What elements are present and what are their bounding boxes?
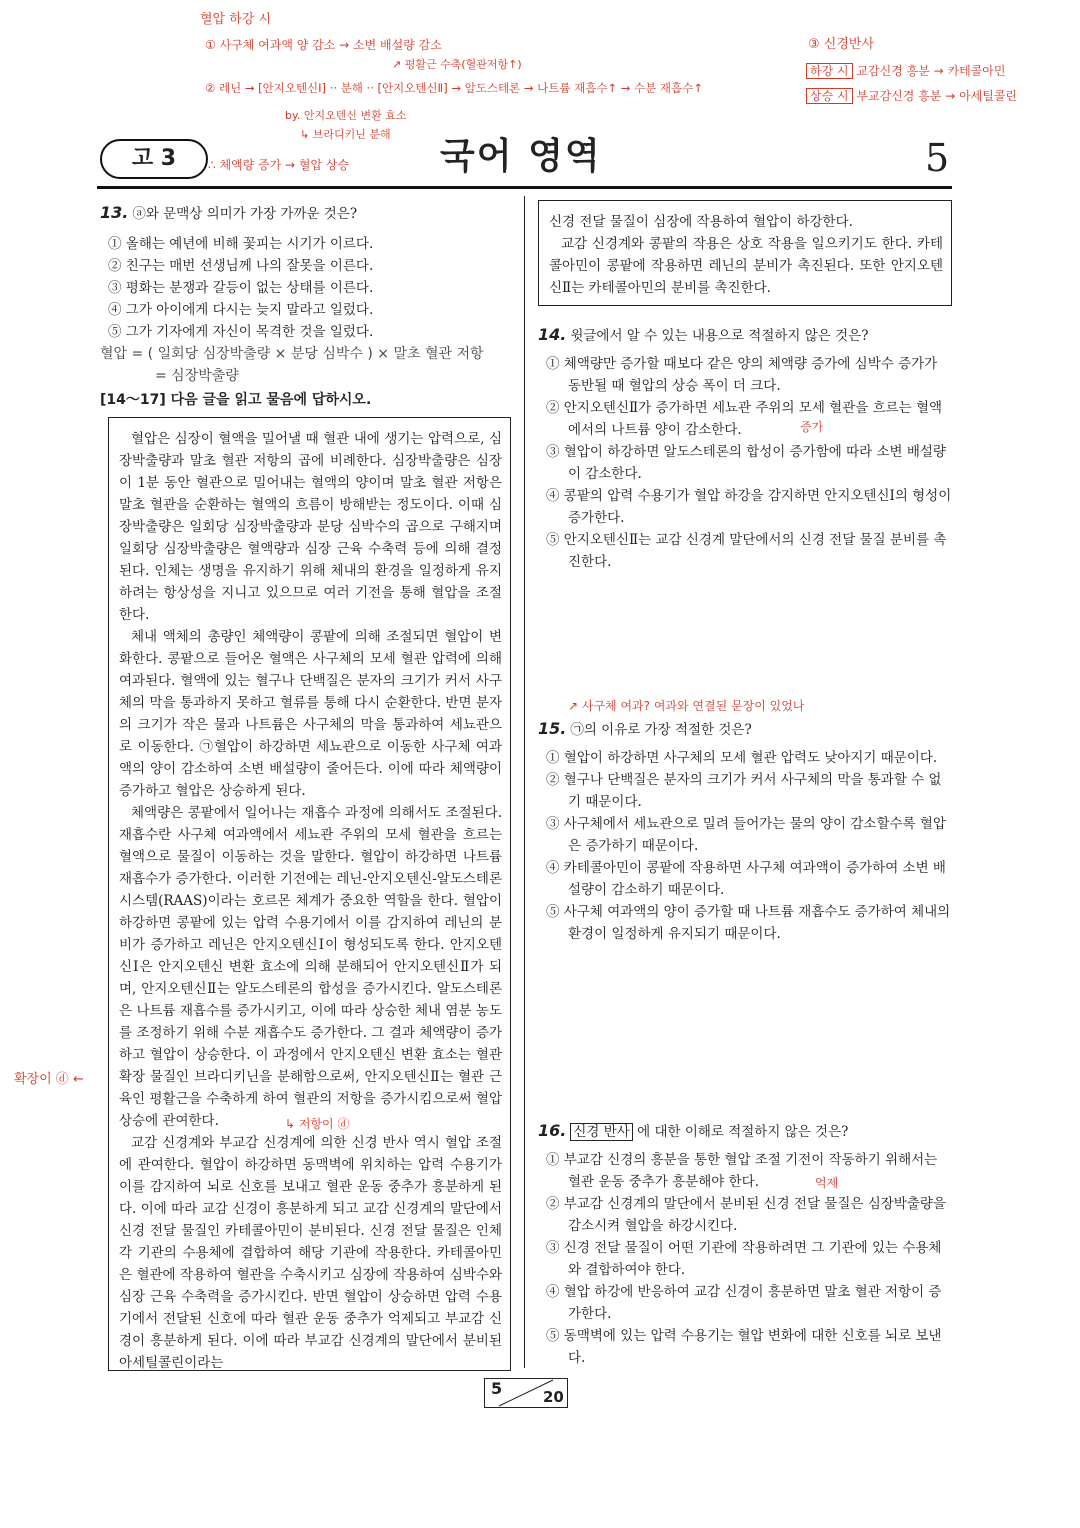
question-number: 13. [100, 203, 129, 222]
q13 [100, 202, 510, 225]
option[interactable]: ③ 신경 전달 물질이 어떤 기관에 작용하려면 그 기관에 있는 수용체와 결합하여야 한다. [546, 1240, 942, 1278]
annotation-box: 하강 시 [806, 63, 853, 79]
page-title: 국어 영역 [440, 136, 602, 177]
annotation-arrow-note: ↗ 평활근 수축(혈관저항↑) [392, 58, 522, 71]
left-column [100, 202, 510, 1371]
question-stem: ㉠의 이유로 가장 적절한 것은? [570, 722, 752, 738]
annotation-line2: ② 레닌 → [안지오텐신Ⅰ] ·· 분해 ·· [안지오텐신Ⅱ] → 알도스테론 → 나트륨 재흡수↑ → 수분 재흡수↑ [205, 81, 703, 95]
footer-page: 5 [491, 1379, 503, 1398]
annotation-q14-correction: 증가 [800, 420, 824, 434]
passage-paragraph: 교감 신경계와 콩팥의 작용은 상호 작용을 일으키기도 한다. 카테콜아민이 콩팥에 작용하면 레닌의 분비가 촉진된다. 또한 안지오텐신Ⅱ는 카테콜아민의 분비를 촉진한다. [549, 236, 943, 296]
annotation-margin: 확장이 ⓓ ← [14, 1072, 84, 1087]
option[interactable]: ① 부교감 신경의 흥분을 통한 혈압 조절 기전이 작동하기 위해서는 혈관 운동 중추가 흥분해야 한다. [546, 1152, 938, 1190]
q14-options [538, 353, 952, 573]
option[interactable]: ③ 혈압이 하강하면 알도스테론의 합성이 증가함에 따라 소변 배설량이 감소한다. [546, 444, 946, 482]
annotation-line1: ① 사구체 여과액 양 감소 → 소변 배설량 감소 [205, 38, 442, 52]
passage-paragraph: 체액량은 콩팥에서 일어나는 재흡수 과정에 의해서도 조절된다. 재흡수란 사구체 여과액에서 세뇨관 주위의 모세 혈관을 흐르는 혈액으로 물질이 이동하는 것을 말한다. 혈압이 하강하면 나트륨 재흡수가 증가한다. 이러한 기전에는 레닌-안지오텐신-알도스테론 시스템(RAAS)이라는 호르몬 체계가 중요한 역할을 한다. 혈압이 하강하면 콩팥에 있는 압력 수용기에서 이를 감지하여 레닌의 분비가 증가하고 레닌은 안지오텐신Ⅰ이 형성되도록 한다. 안지오텐신Ⅰ은 안지오텐신 변환 효소에 의해 분해되어 안지오텐신Ⅱ가 되며, 안지오텐신Ⅱ는 알도스테론의 합성을 증가시킨다. 알도스테론은 나트륨 재흡수를 증가시키고, 이에 따라 상승한 체내 염분 농도를 조정하기 위해 수분 재흡수도 증가한다. 그 결과 체액량이 증가하고 혈압이 상승한다. 이 과정에서 안지오텐신 변환 효소는 혈관 확장 물질인 브라디키닌을 분해함으로써, 안지오텐신Ⅱ는 혈관 근육인 평활근을 수축하게 하여 혈관의 저항을 증가시킴으로써 혈압 상승에 관여한다. [119, 805, 502, 1129]
annotation-box: 상승 시 [806, 88, 853, 104]
page-number: 5 [925, 136, 950, 180]
question-stem: 에 대한 이해로 적절하지 않은 것은? [637, 1124, 849, 1140]
annotation-right-line2 [806, 87, 1017, 104]
grade-badge: 고 3 [100, 139, 208, 179]
option[interactable]: ① 혈압이 하강하면 사구체의 모세 혈관 압력도 낮아지기 때문이다. [546, 750, 938, 766]
option[interactable]: ② 안지오텐신Ⅱ가 증가하면 세뇨관 주위의 모세 혈관을 흐르는 혈액에서의 나트륨 양이 감소한다. [546, 400, 943, 438]
column-divider [524, 196, 525, 1368]
q15-block [538, 718, 952, 945]
footer-total: 20 [543, 1388, 564, 1406]
q16-options [538, 1149, 952, 1369]
passage-continuation [538, 200, 952, 306]
option[interactable]: ② 친구는 매번 선생님께 나의 잘못을 이른다. [108, 258, 374, 274]
reading-passage [108, 417, 511, 1371]
q16 [538, 1120, 952, 1143]
passage-paragraph: 신경 전달 물질이 심장에 작용하여 혈압이 하강한다. [549, 214, 853, 230]
option[interactable]: ② 부교감 신경계의 말단에서 분비된 신경 전달 물질은 심장박출량을 감소시켜 혈압을 하강시킨다. [546, 1196, 946, 1234]
passage-paragraph: 체내 액체의 총량인 체액량이 콩팥에 의해 조절되면 혈압이 변화한다. 콩팥으로 들어온 혈액은 사구체의 모세 혈관 압력에 의해 여과된다. 혈액에 있는 혈구나 단백질은 분자의 크기가 커서 사구체의 막을 통과하지 못하고 혈류를 통해 다시 순환한다. 반면 분자의 크기가 작은 물과 나트륨은 사구체의 막을 통과하여 세뇨관으로 이동한다. ㉠혈압이 하강하면 세뇨관으로 이동한 사구체 여과액의 양이 감소하여 소변 배설량이 줄어든다. 이에 따라 체액량이 증가하고 혈압은 상승하게 된다. [119, 629, 502, 799]
question-number: 16. [538, 1121, 567, 1140]
q16-block [538, 1120, 952, 1369]
right-column [538, 200, 952, 573]
annotation-text: 교감신경 흥분 → 카테콜아민 [856, 64, 1006, 78]
option[interactable]: ④ 그가 아이에게 다시는 늦지 말라고 일렀다. [108, 302, 374, 318]
formula-line2: = 심장박출량 [155, 368, 239, 384]
page-counter [484, 1378, 568, 1408]
option[interactable]: ③ 사구체에서 세뇨관으로 밀려 들어가는 물의 양이 감소할수록 혈압은 증가하기 때문이다. [546, 816, 946, 854]
option[interactable]: ① 올해는 예년에 비해 꽃피는 시기가 이르다. [108, 236, 374, 252]
q15-options [538, 747, 952, 945]
question-boxed-term: 신경 반사 [570, 1123, 632, 1141]
option[interactable]: ④ 혈압 하강에 반응하여 교감 신경이 흥분하면 말초 혈관 저항이 증가한다. [546, 1284, 942, 1322]
header-divider [97, 186, 952, 189]
annotation-q16-correction: 억제 [815, 1176, 839, 1190]
option[interactable]: ③ 평화는 분쟁과 갈등이 없는 상태를 이른다. [108, 280, 374, 296]
q15 [538, 718, 952, 741]
annotation-right-title: ③ 신경반사 [808, 37, 875, 52]
annotation-line3: by. 안지오텐신 변환 효소 [285, 109, 407, 122]
option[interactable]: ⑤ 안지오텐신Ⅱ는 교감 신경계 말단에서의 신경 전달 물질 분비를 촉진한다. [546, 532, 947, 570]
option[interactable]: ① 체액량만 증가할 때보다 같은 양의 체액량 증가에 심박수 증가가 동반될 때 혈압의 상승 폭이 더 크다. [546, 356, 938, 394]
option[interactable]: ⑤ 사구체 여과액의 양이 증가할 때 나트륨 재흡수도 증가하여 체내의 환경이 일정하게 유지되기 때문이다. [546, 904, 951, 942]
option[interactable]: ④ 콩팥의 압력 수용기가 혈압 하강을 감지하면 안지오텐신Ⅰ의 형성이 증가한다. [546, 488, 952, 526]
section-title: [14～17] 다음 글을 읽고 물음에 답하시오. [100, 392, 372, 408]
option[interactable]: ④ 카테콜아민이 콩팥에 작용하면 사구체 여과액이 증가하여 소변 배설량이 감소하기 때문이다. [546, 860, 946, 898]
passage-paragraph: 교감 신경계와 부교감 신경계에 의한 신경 반사 역시 혈압 조절에 관여한다. 혈압이 하강하면 동맥벽에 위치하는 압력 수용기가 이를 감지하여 뇌로 신호를 보내고 혈관 운동 중추가 흥분하게 된다. 이에 따라 교감 신경이 흥분하게 되고 교감 신경계의 말단에서 신경 전달 물질인 카테콜아민이 분비된다. 신경 전달 물질은 인체 각 기관의 수용체에 결합하여 해당 기관에 작용한다. 카테콜아민은 혈관에 작용하여 혈관을 수축시키고 심장에 작용하여 심박수와 심장 근육 수축력을 증가시킨다. 반면 혈압이 상승하면 압력 수용기에서 전달된 신호에 따라 혈관 운동 중추가 억제되고 부교감 신경이 흥분하게 된다. 이에 따라 부교감 신경계의 말단에서 분비된 아세틸콜린이라는 [119, 1135, 502, 1371]
passage-paragraph: 혈압은 심장이 혈액을 밀어낼 때 혈관 내에 생기는 압력으로, 심장박출량과 말초 혈관 저항의 곱에 비례한다. 심장박출량은 심장이 1분 동안 혈관으로 밀어내는 혈액의 양이며 말초 혈관 저항은 말초 혈관을 순환하는 혈액의 흐름이 방해받는 정도이다. 이때 심장박출량은 일회당 심장박출량과 분당 심박수의 곱으로 구해지며 일회당 심장박출량은 혈액량과 심장 근육 수축력 등에 의해 결정된다. 인체는 생명을 유지하기 위해 체내의 환경을 일정하게 유지하려는 항상성을 지니고 있으므로 여러 기전을 통해 혈압을 조절한다. [119, 431, 502, 623]
question-number: 14. [538, 325, 567, 344]
question-number: 15. [538, 719, 567, 738]
option[interactable]: ⑤ 그가 기자에게 자신이 목격한 것을 일렀다. [108, 324, 374, 340]
question-stem: ⓐ와 문맥상 의미가 가장 가까운 것은? [132, 206, 358, 222]
question-stem: 윗글에서 알 수 있는 내용으로 적절하지 않은 것은? [570, 328, 869, 344]
option[interactable]: ② 혈구나 단백질은 분자의 크기가 커서 사구체의 막을 통과할 수 없기 때문이다. [546, 772, 942, 810]
annotation-right-line1 [806, 62, 1005, 79]
annotation-line4: ↳ 브라디키닌 분해 [300, 128, 391, 141]
annotation-under: ↳ 저항이 ⓓ [285, 1117, 350, 1131]
annotation-header-note: ∴ 체액량 증가 → 혈압 상승 [208, 158, 350, 172]
option[interactable]: ⑤ 동맥벽에 있는 압력 수용기는 혈압 변화에 대한 신호를 뇌로 보낸다. [546, 1328, 942, 1366]
annotation-title: 혈압 하강 시 [200, 12, 272, 27]
q14 [538, 324, 952, 347]
annotation-text: 부교감신경 흥분 → 아세틸콜린 [856, 89, 1018, 103]
formula-line1: 혈압 = ( 일회당 심장박출량 × 분당 심박수 ) × 말초 혈관 저항 [100, 346, 484, 362]
q13-options [100, 233, 510, 343]
annotation-q15-note: ↗ 사구체 여과? 여과와 연결된 문장이 있었나 [568, 699, 805, 713]
